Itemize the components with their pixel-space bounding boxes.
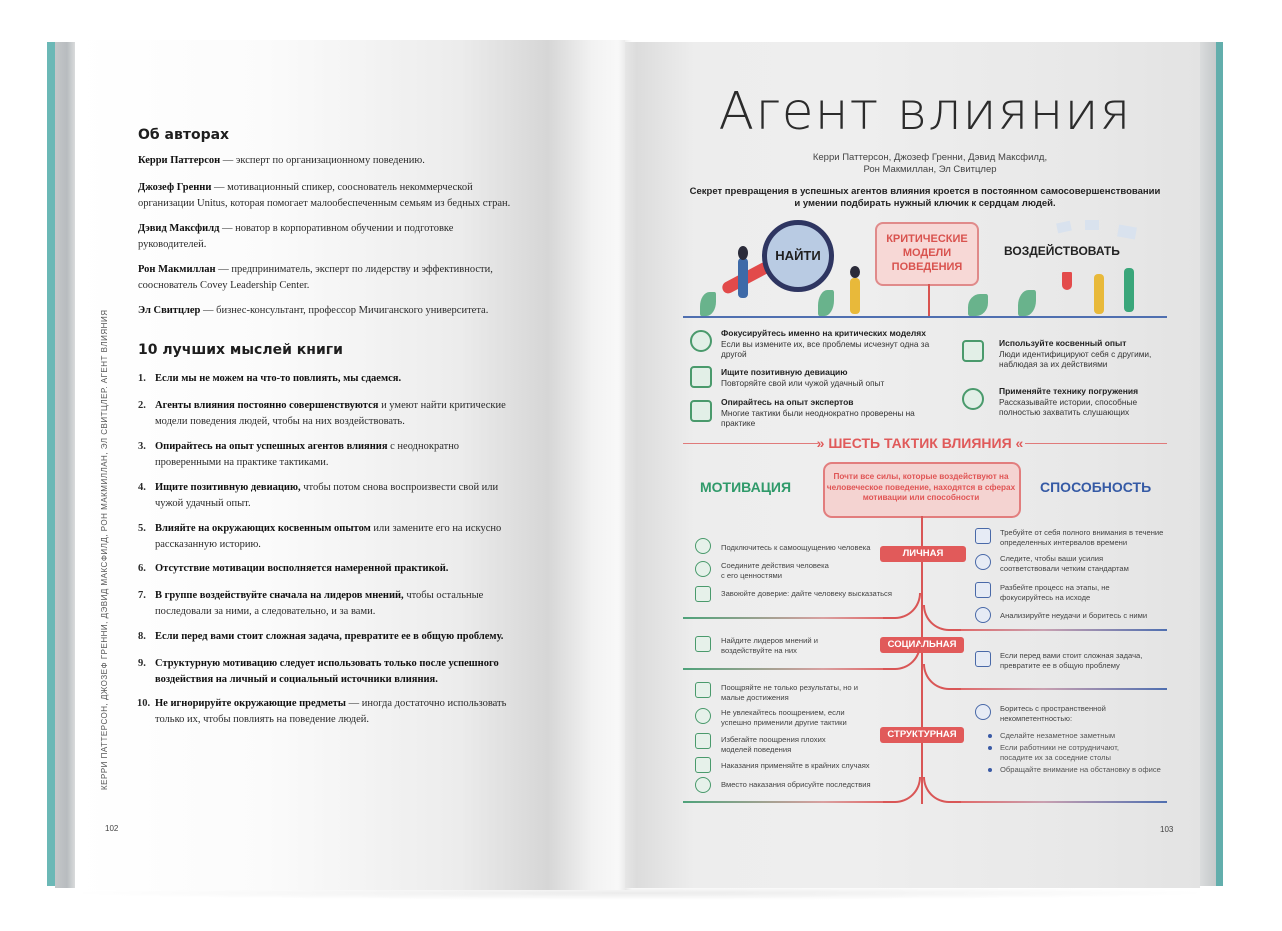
team-task-icon [975,651,991,667]
tip-item: Применяйте технику погружения Рассказывайте истории, способные полностью захватить слушающих [999,386,1139,417]
bullet-item: Если работники не сотрудничают, посадите их за соседние столы [1000,743,1119,762]
share-card-icon [1085,220,1099,230]
person-walking [1094,274,1104,314]
bullet-item: Сделайте незаметное заметным [1000,731,1116,740]
tactic-item: Разбейте процесс на этапы, не фокусируйтесь на исходе [1000,583,1110,602]
page-number-left: 102 [105,824,119,833]
author-entry: Рон Макмиллан — предприниматель, эксперт по лидерству и эффективности, сооснователь Covey Leadership Center. [138,264,493,291]
tactic-item: Если перед вами стоит сложная задача, превратите ее в общую проблему [1000,651,1143,670]
award-badge-icon [975,554,991,570]
person-walking [1062,272,1072,290]
critical-models-text: КРИТИЧЕСКИЕ МОДЕЛИ ПОВЕДЕНИЯ [886,233,968,273]
tactic-item: Вместо наказания обрисуйте последствия [721,780,871,789]
page-number-right: 103 [1160,825,1174,834]
head-profile-icon [695,538,711,554]
bullet-dot [988,734,992,738]
attention-alert-icon [975,528,991,544]
tactic-item: Подключитесь к самоощущению человека [721,543,871,552]
workspace-layout-icon [975,704,991,720]
section-divider-ability [961,801,1167,803]
book-cover-edge-right [1216,42,1223,886]
author-entry: Джозеф Гренни — мотивационный спикер, сооснователь некоммерческой организации Unitus, которая помогает малообеспеченным семьям из бедных стран. [138,182,511,209]
center-callout-text: Почти все силы, которые воздействуют на человеческое поведение, находятся в сферах мотивации или способности [826,472,1016,502]
person-head [738,246,748,260]
author-entry: Эл Свитцлер — бизнес-консультант, профессор Мичиганского университета. [138,305,489,316]
tactic-item: Не увлекайтесь поощрением, если успешно применили другие тактики [721,708,847,727]
level-badge-structural: СТРУКТУРНАЯ [880,727,964,743]
person-figure [738,258,748,298]
tactic-item: Завоюйте доверие: дайте человеку высказаться [721,589,892,598]
opinion-leaders-icon [695,636,711,652]
person-telescope [850,278,860,314]
immersion-head-icon [962,388,984,410]
author-entry: Керри Паттерсон — эксперт по организационному поведению. [138,155,425,166]
values-head-icon [695,561,711,577]
analyze-magnifier-icon [975,607,991,623]
tactic-item: Боритесь с пространственной некомпетентностью: [1000,704,1106,723]
tactic-item: Соедините действия человека с его ценностями [721,561,829,580]
tip-item: Используйте косвенный опыт Люди идентифицируют себя с другими, наблюдая за их действиями [999,338,1152,369]
book-cover-edge-left [47,42,55,886]
divider-line [683,443,818,444]
divider-line [1025,443,1167,444]
section-divider-motivation [683,617,883,619]
ground-line [683,316,1167,318]
tactic-item: Требуйте от себя полного внимания в течение определенных интервалов времени [1000,528,1164,547]
ability-heading: СПОСОБНОСТЬ [1040,479,1152,495]
person-head [850,266,860,278]
infographic-lead: Секрет превращения в успешных агентов влияния кроется в постоянном самосовершенствовании и умении подбирать нужный ключик к сердцам людей. [689,186,1161,209]
top-thoughts-heading: 10 лучших мыслей книги [138,342,343,358]
level-badge-social: СОЦИАЛЬНАЯ [880,637,964,653]
process-steps-icon [975,582,991,598]
six-tactics-title: » ШЕСТЬ ТАКТИК ВЛИЯНИЯ « [816,435,1024,451]
person-walking [1124,268,1134,312]
sign-pole [928,284,930,316]
tactic-item: Найдите лидеров мнений и воздействуйте на них [721,636,818,655]
section-divider-ability [961,629,1167,631]
section-divider-motivation [683,668,883,670]
trust-hands-icon [695,586,711,602]
infographic-title: Агент влияния [718,82,1132,142]
about-authors-heading: Об авторах [138,127,230,143]
tip-item: Ищите позитивную девиацию Повторяйте свой или чужой удачный опыт [721,367,885,388]
bullet-dot [988,746,992,750]
money-gear-icon [695,708,711,724]
thoughts-list: 1. Если мы не можем на что-то повлиять, мы сдаемся. 2. Агенты влияния постоянно совершенствуются и умеют найти критические модели поведения людей, чтобы на них воздействовать. 3. Опирайтесь на опыт успешных агентов влияния с неоднократно проверенными на практике тактиками. 4. Ищите позитивную девиацию, чтобы потом снова воспроизвести свой или чужой удачный опыт. 5. Влияйте на окружающих косвенным опытом или замените его на искусно рассказанную историю. 6. Отсутствие мотивации восполняется намеренной практикой. 7. В группе воздействуйте сначала на лидеров мнений, чтобы остальные последовали за ними, а следовательно, и за вами. 8. Если перед вами стоит сложная задача, превратите ее в общую проблему. 9. Структурную мотивацию следует использовать только после успешного воздействия на личный и социальный источники влияния. 10. Не игнорируйте окружающие предметы — иногда достаточно использовать только их, чтобы повлиять на поведение людей. [137,373,507,725]
act-label: ВОЗДЕЙСТВОВАТЬ [1004,244,1120,258]
tactic-item: Анализируйте неудачи и боритесь с ними [1000,611,1148,620]
board-presentation-icon [695,733,711,749]
tactic-item: Избегайте поощрения плохих моделей поведения [721,735,826,754]
tip-item: Опирайтесь на опыт экспертов Многие тактики были неоднократно проверены на практике [721,397,915,428]
vicarious-experience-icon [962,340,984,362]
reward-hand-icon [695,682,711,698]
tip-item: Фокусируйтесь именно на критических моделях Если вы измените их, все проблемы исчезнут одна за другой [721,328,930,359]
masks-icon [690,366,712,388]
barrier-icon [695,757,711,773]
running-head-vertical: КЕРРИ ПАТТЕРСОН, ДЖОЗЕФ ГРЕННИ, ДЭВИД МАКСФИЛД, РОН МАКМИЛЛАН, ЭЛ СВИТЦЛЕР. АГЕНТ ВЛИЯНИЯ [100,309,109,790]
target-icon [690,330,712,352]
section-divider-motivation [683,801,883,803]
section-divider-ability [961,688,1167,690]
author-entry: Дэвид Максфилд — новатор в корпоративном обучении и подготовке руководителей. [138,223,454,250]
motivation-heading: МОТИВАЦИЯ [700,479,792,495]
page-stack-right [1200,42,1216,886]
level-badge-personal: ЛИЧНАЯ [880,546,966,562]
bullet-item: Обращайте внимание на обстановку в офисе [1000,765,1161,774]
page-stack-left [55,42,75,888]
experts-icon [690,400,712,422]
consequences-person-icon [695,777,711,793]
bullet-dot [988,768,992,772]
tactic-item: Следите, чтобы ваши усилия соответствовали четким стандартам [1000,554,1129,573]
find-label: НАЙТИ [775,248,821,263]
infographic-authors: Керри Паттерсон, Джозеф Гренни, Дэвид Максфилд, Рон Макмиллан, Эл Свитцлер [812,152,1048,175]
tactic-item: Поощряйте не только результаты, но и малые достижения [721,683,858,702]
tactic-item: Наказания применяйте в крайних случаях [721,761,870,770]
